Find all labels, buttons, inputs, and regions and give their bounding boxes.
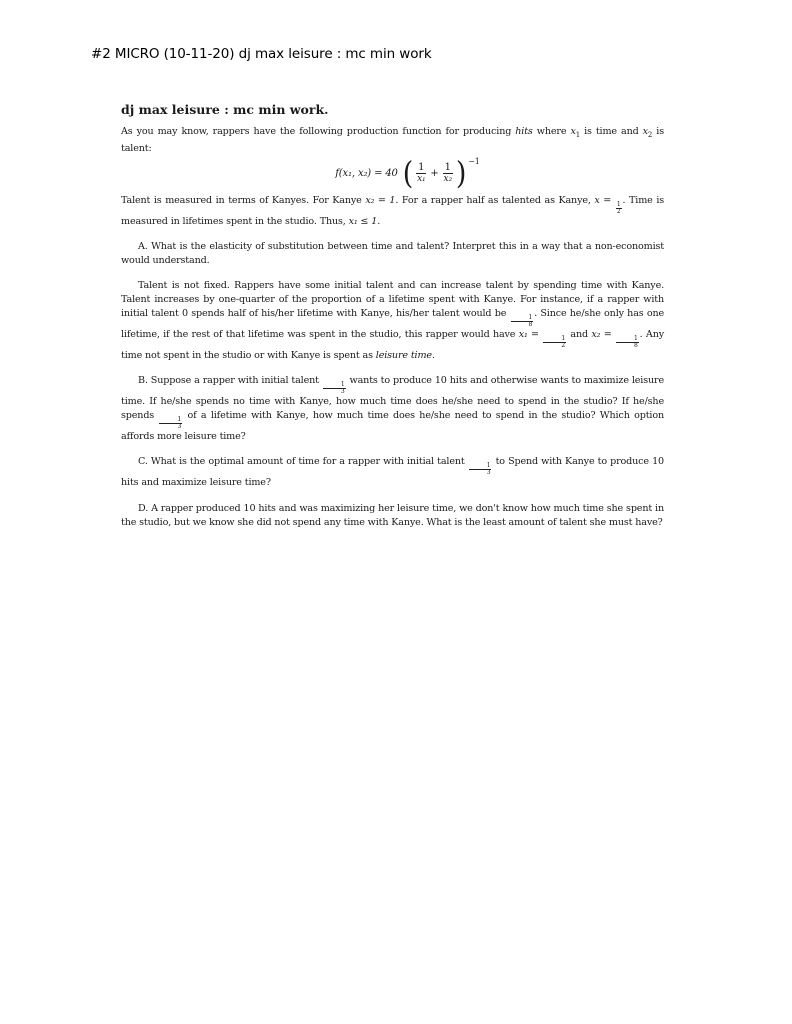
production-function-formula: f(x₁, x₂) = 40 ( $\frac{1}{\text{x₁}}$ + $\frac{1}{\text{x₂}}$ ) −1	[335, 155, 480, 192]
question-c: C. What is the optimal amount of time for a rapper with initial talent $\frac{1}{3}$ to Spend with Kanye to produce 10 hits and maximize leisure time?	[121, 456, 664, 489]
question-b: B. Suppose a rapper with initial talent $\frac{1}{3}$ wants to produce 10 hits and otherwise wants to maximize leisure time. If he/she spends no time with Kanye, how much time does he/she need to spend in the studio? If he/she spends $\frac{1}{3}$ of a lifetime with Kanye, how much time does he/she need to spend in the studio? Which option affords more leisure time?	[121, 375, 664, 442]
document-body	[121, 103, 664, 529]
page-header: #2 MICRO (10-11-20) dj max leisure : mc min work	[91, 46, 432, 62]
talent-paragraph: Talent is measured in terms of Kanyes. For Kanye x₂ = 1. For a rapper half as talented as Kanye, x = $\frac{1}{2}$ . Time is measured in lifetimes spent in the studio. Thus, x₁ ≤ 1.	[121, 194, 665, 227]
question-a: A. What is the elasticity of substitution between time and talent? Interpret this in a way that a non-economist would understand.	[121, 241, 664, 266]
document-title: dj max leisure : mc min work.	[121, 102, 329, 117]
talent-not-fixed-paragraph: Talent is not fixed. Rappers have some initial talent and can increase talent by spending time with Kanye. Talent increases by one-quarter of the proportion of a lifetime spent with Kanye. For instance, if a rapper with initial talent 0 spends half of his/her lifetime with Kanye, his/her talent would be $\frac{1}{8}$ . Since he/she only has one lifetime, if the rest of that lifetime was spent in the studio, this rapper would have x₁ = $\frac{1}{2}$ and x₂ = $\frac{1}{8}$ . Any time not spent in the studio or with Kanye is spent as leisure time.	[121, 280, 665, 361]
question-d: D. A rapper produced 10 hits and was maximizing her leisure time, we don't know how much time she spent in the studio, but we know she did not spend any time with Kanye. What is the least amount of talent she must have?	[121, 503, 664, 528]
intro-paragraph: As you may know, rappers have the following production function for producing hits where $x_1$ is time and $x_2$ is talent:	[121, 125, 664, 155]
